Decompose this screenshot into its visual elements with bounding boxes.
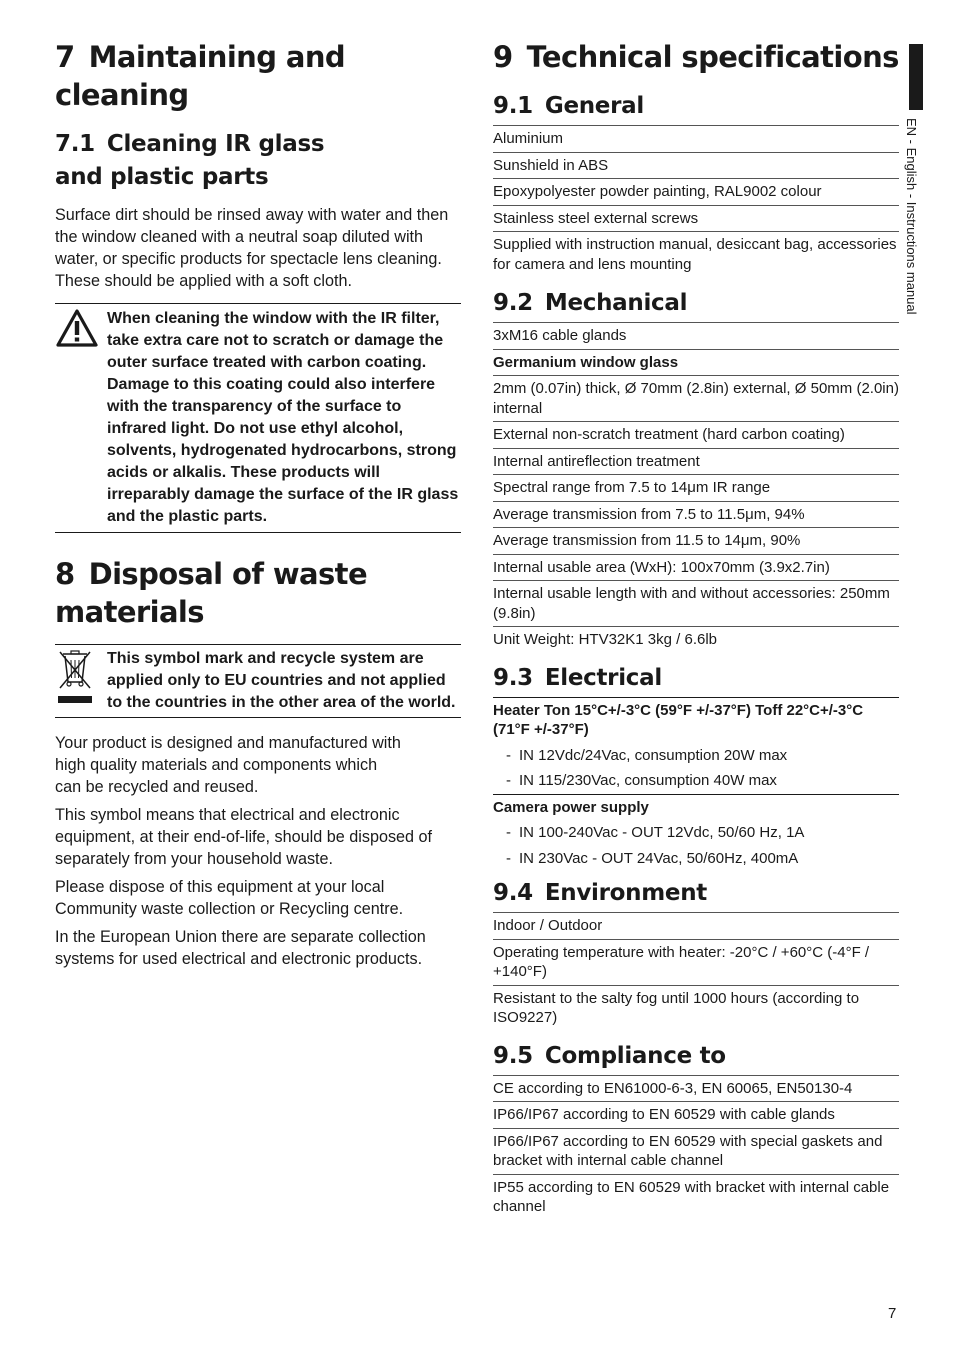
- spec-row: Aluminium: [493, 126, 899, 153]
- right-column: [493, 38, 899, 1220]
- spec-row: Average transmission from 11.5 to 14μm, 90%: [493, 528, 899, 555]
- camera-power-heading: Camera power supply: [493, 798, 649, 816]
- sidebar-marker: [909, 44, 923, 110]
- spec-row: External non-scratch treatment (hard carbon coating): [493, 422, 899, 449]
- spec-row: Sunshield in ABS: [493, 153, 899, 180]
- spec-row: Stainless steel external screws: [493, 206, 899, 233]
- recycle-notice-box: [55, 644, 461, 718]
- section-8-heading: 8 Disposal of waste materials: [55, 557, 368, 629]
- spec-row: Indoor / Outdoor: [493, 913, 899, 940]
- spec-row: 2mm (0.07in) thick, Ø 70mm (2.8in) external, Ø 50mm (2.0in) internal: [493, 376, 899, 422]
- spec-row: Average transmission from 7.5 to 11.5μm, 94%: [493, 502, 899, 529]
- spec-row: IP66/IP67 according to EN 60529 with cable glands: [493, 1102, 899, 1129]
- spec-row: Internal antireflection treatment: [493, 449, 899, 476]
- spec-row: Supplied with instruction manual, desiccant bag, accessories for camera and lens mounting: [493, 236, 897, 273]
- section-9-2-heading: 9.2 Mechanical: [493, 290, 688, 316]
- mechanical-spec-list: [493, 322, 899, 653]
- recycle-notice-text: This symbol mark and recycle system are applied only to EU countries and not applied to the countries in the other area of the world.: [107, 650, 456, 711]
- spec-row-heading: Germanium window glass: [493, 350, 899, 377]
- cleaning-instructions: Surface dirt should be rinsed away with water and then the window cleaned with a neutral soap diluted with water, or specific products for spectacle lens cleaning. These should be applied with a soft cloth.: [55, 206, 449, 290]
- spec-row: Epoxypolyester powder painting, RAL9002 colour: [493, 179, 899, 206]
- disposal-paragraph-1: Your product is designed and manufactured with high quality materials and components which can be recycled and reused.: [55, 734, 401, 796]
- section-9-1-heading: 9.1 General: [493, 93, 644, 119]
- disposal-paragraph-2: This symbol means that electrical and electronic equipment, at their end-of-life, should be disposed of separately from your household waste.: [55, 806, 433, 868]
- spec-row: Spectral range from 7.5 to 14μm IR range: [493, 475, 899, 502]
- spec-row: Unit Weight: HTV32K1 3kg / 6.6lb: [493, 631, 718, 648]
- spec-row: CE according to EN61000-6-3, EN 60065, EN50130-4: [493, 1076, 899, 1103]
- environment-spec-list: [493, 912, 899, 1031]
- spec-row: Operating temperature with heater: -20°C / +60°C (-4°F / +140°F): [493, 940, 899, 986]
- heater-spec-heading: Heater Ton 15°C+/-3°C (59°F +/-37°F) Toff 22°C+/-3°C (71°F +/-37°F): [493, 701, 864, 738]
- electrical-spec-list: [493, 697, 899, 872]
- spec-row: - IN 100-240Vac - OUT 12Vdc, 50/60 Hz, 1A: [493, 820, 899, 846]
- spec-row: Internal usable area (WxH): 100x70mm (3.9x2.7in): [493, 555, 899, 582]
- disposal-paragraph-4: In the European Union there are separate collection systems for used electrical and electronic products.: [55, 928, 426, 968]
- spec-row: - IN 230Vac - OUT 24Vac, 50/60Hz, 400mA: [493, 846, 899, 872]
- warning-text: When cleaning the window with the IR filter, take extra care not to scratch or damage the outer surface treated with carbon coating. Damage to this coating could also interfere with the transparency of the surface to infrared light. Do not use ethyl alcohol, solvents, hydrogenated hydrocarbons, strong acids or alkalis. These products will irreparably damage the surface of the IR glass and the plastic parts.: [107, 310, 459, 525]
- spec-row: IP66/IP67 according to EN 60529 with special gaskets and bracket with internal cable channel: [493, 1129, 899, 1175]
- page-number: 7: [888, 1305, 897, 1322]
- weee-bin-icon: [55, 648, 107, 714]
- spec-row: - IN 115/230Vac, consumption 40W max: [493, 768, 899, 795]
- section-9-3-heading: 9.3 Electrical: [493, 664, 662, 691]
- sidebar-language-label: EN - English - Instructions manual: [904, 118, 919, 315]
- section-9-5-heading: 9.5 Compliance to: [493, 1042, 726, 1069]
- section-7-1-heading: 7.1 Cleaning IR glass and plastic parts: [55, 131, 325, 190]
- spec-row: IP55 according to EN 60529 with bracket with internal cable channel: [493, 1178, 890, 1215]
- left-column: [55, 38, 461, 970]
- section-9-4-heading: 9.4 Environment: [493, 880, 707, 906]
- section-9-heading: 9 Technical specifications: [493, 40, 899, 74]
- warning-icon: [55, 308, 107, 528]
- compliance-spec-list: [493, 1075, 899, 1220]
- spec-row: Resistant to the salty fog until 1000 hours (according to ISO9227): [493, 989, 860, 1026]
- spec-row: Internal usable length with and without accessories: 250mm (9.8in): [493, 581, 899, 627]
- warning-box: [55, 303, 461, 533]
- section-7-heading: 7 Maintaining and cleaning: [55, 40, 346, 112]
- disposal-paragraph-3: Please dispose of this equipment at your local Community waste collection or Recycling centre.: [55, 878, 404, 918]
- spec-row: - IN 12Vdc/24Vac, consumption 20W max: [493, 743, 899, 769]
- general-spec-list: [493, 125, 899, 277]
- spec-row: 3xM16 cable glands: [493, 323, 899, 350]
